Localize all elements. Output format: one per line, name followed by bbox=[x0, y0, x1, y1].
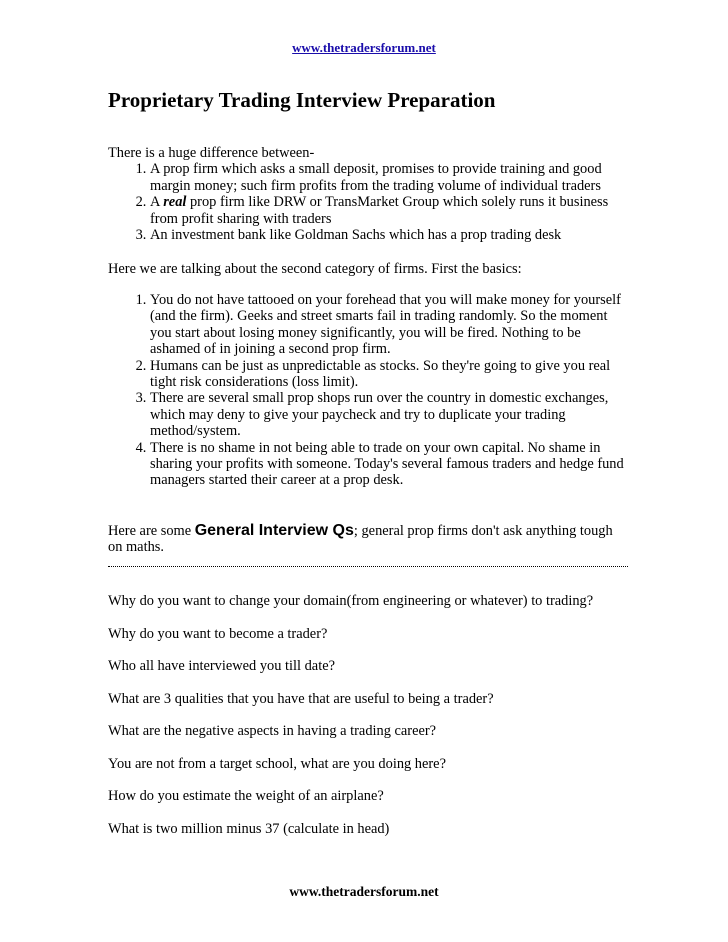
question-item: What are 3 qualities that you have that are useful to being a trader? bbox=[108, 691, 494, 707]
document-title: Proprietary Trading Interview Preparation bbox=[108, 88, 496, 112]
question-item: What is two million minus 37 (calculate in head) bbox=[108, 821, 390, 837]
general-heading: General Interview Qs bbox=[194, 522, 354, 539]
question-item: Who all have interviewed you till date? bbox=[108, 658, 335, 674]
list-item: 2. Humans can be just as unpredictable as stocks. So they're going to give you real tight risk considerations (loss limit). bbox=[150, 358, 628, 391]
list-item: 1. A prop firm which asks a small deposit, promises to provide training and good margin money; such firm profits from the trading volume of individual traders bbox=[150, 161, 628, 194]
question-item: How do you estimate the weight of an airplane? bbox=[108, 788, 384, 804]
question-item: You are not from a target school, what are you doing here? bbox=[108, 756, 446, 772]
list-item: 1. You do not have tattooed on your forehead that you will make money for yourself (and the firm). Geeks and street smarts fail in trading randomly. So the moment you start about losing money significantly, you will be fired. Nothing to be ashamed of in joining a second prop firm. bbox=[150, 292, 628, 358]
list-item: 3. There are several small prop shops run over the country in domestic exchanges, which may deny to give your paycheck and try to duplicate your trading method/system. bbox=[150, 390, 628, 439]
footer-website-text: www.thetradersforum.net bbox=[289, 884, 439, 899]
dotted-divider bbox=[108, 558, 628, 567]
question-item: Why do you want to become a trader? bbox=[108, 626, 328, 642]
header-website-link[interactable]: www.thetradersforum.net bbox=[292, 40, 436, 55]
list-item: 3. An investment bank like Goldman Sachs which has a prop trading desk bbox=[150, 227, 628, 243]
intro-lead: There is a huge difference between- bbox=[108, 145, 315, 161]
list-item bbox=[150, 194, 628, 227]
general-suffix: ; general prop firms don't ask anything tough on maths. bbox=[108, 523, 613, 556]
general-questions-intro bbox=[108, 523, 628, 556]
basics-list bbox=[108, 292, 628, 489]
list-item: 4. There is no shame in not being able to trade on your own capital. No shame in sharing your profits with someone. Today's several famous traders and hedge fund managers started their career at a prop desk. bbox=[150, 440, 628, 489]
emphasis-text: real bbox=[163, 194, 187, 211]
question-item: Why do you want to change your domain(from engineering or whatever) to trading? bbox=[108, 593, 594, 609]
basics-lead: Here we are talking about the second category of firms. First the basics: bbox=[108, 261, 522, 277]
item-prefix: A bbox=[150, 194, 164, 211]
general-prefix: Here are some bbox=[108, 523, 195, 539]
basics-section bbox=[108, 292, 628, 489]
question-item: What are the negative aspects in having a trading career? bbox=[108, 723, 437, 739]
firm-types-list bbox=[108, 161, 628, 243]
item-suffix: prop firm like DRW or TransMarket Group which solely runs it business from profit sharing with traders bbox=[150, 194, 609, 227]
intro-section bbox=[108, 145, 628, 243]
